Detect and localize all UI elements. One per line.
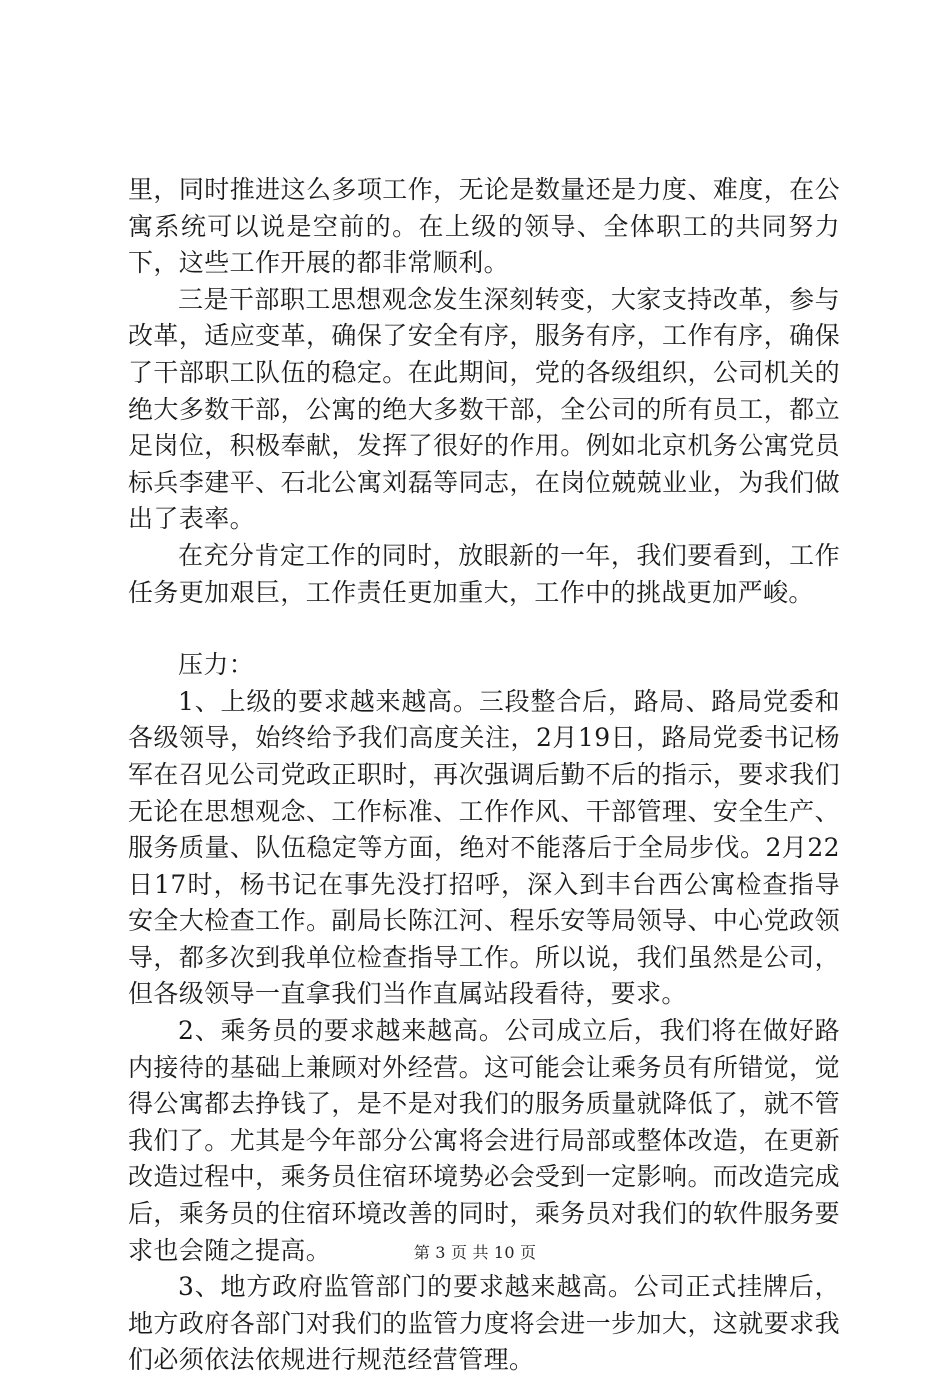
paragraph-pressure-1: 1、上级的要求越来越高。三段整合后，路局、路局党委和各级领导，始终给予我们高度关注，2月19日，路局党委书记杨军在召见公司党政正职时，再次强调后勤不后的指示，要求我们无论在思想观念、工作标准、工作作风、干部管理、安全生产、服务质量、队伍稳定等方面，绝对不能落后于全局步伐。2月22日17时，杨书记在事先没打招呼，深入到丰台西公寓检查指导安全大检查工作。副局长陈江河、程乐安等局领导、中心党政领导，都多次到我单位检查指导工作。所以说，我们虽然是公司，但各级领导一直拿我们当作直属站段看待，要求。 [128, 686, 840, 1009]
paragraph-pressure-2: 2、乘务员的要求越来越高。公司成立后，我们将在做好路内接待的基础上兼顾对外经营。这可能会让乘务员有所错觉，觉得公寓都去挣钱了，是不是对我们的服务质量就降低了，就不管我们了。尤其是今年部分公寓将会进行局部或整体改造，在更新改造过程中，乘务员住宿环境势必会受到一定影响。而改造完成后，乘务员的住宿环境改善的同时，乘务员对我们的软件服务要求也会随之提高。 [128, 1016, 840, 1265]
page-number-label: 第 3 页 共 10 页 [413, 1243, 537, 1262]
document-body [128, 172, 840, 1379]
paragraph-new-year-outlook: 在充分肯定工作的同时，放眼新的一年，我们要看到，工作任务更加艰巨，工作责任更加重大，工作中的挑战更加严峻。 [128, 540, 840, 607]
page-footer [0, 1240, 950, 1263]
paragraph-cadre-mindset: 三是干部职工思想观念发生深刻转变，大家支持改革，参与改革，适应变革，确保了安全有序，服务有序，工作有序，确保了干部职工队伍的稳定。在此期间，党的各级组织，公司机关的绝大多数干部，公寓的绝大多数干部，全公司的所有员工，都立足岗位，积极奉献，发挥了很好的作用。例如北京机务公寓党员标兵李建平、石北公寓刘磊等同志，在岗位兢兢业业，为我们做出了表率。 [128, 284, 840, 534]
paragraph-pressure-3: 3、地方政府监管部门的要求越来越高。公司正式挂牌后，地方政府各部门对我们的监管力度将会进一步加大，这就要求我们必须依法依规进行规范经营管理。 [128, 1272, 840, 1375]
section-heading-pressure: 压力： [178, 650, 255, 680]
paragraph-continuation: 里，同时推进这么多项工作，无论是数量还是力度、难度，在公寓系统可以说是空前的。在上级的领导、全体职工的共同努力下，这些工作开展的都非常顺利。 [128, 175, 840, 278]
paragraph-spacer [128, 611, 840, 647]
